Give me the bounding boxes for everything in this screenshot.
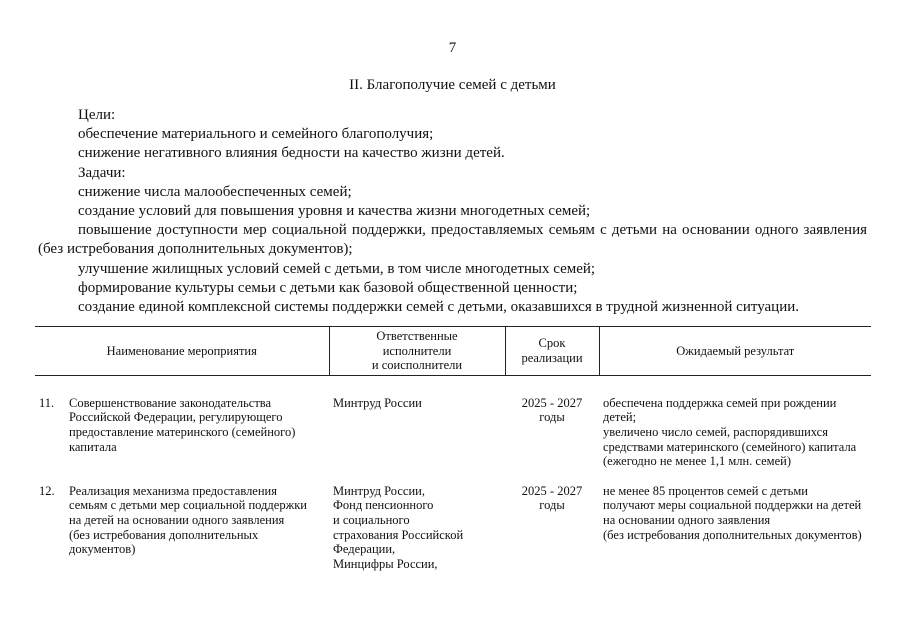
events-table (35, 326, 871, 571)
task-item: снижение числа малообеспеченных семей; (78, 183, 352, 200)
event-name: Совершенствование законодательства Российской Федерации, регулирующего предоставление материнского (семейного) капитала (69, 395, 296, 454)
task-item: формирование культуры семьи с детьми как базовой общественной ценности; (78, 279, 578, 296)
event-result: не менее 85 процентов семей с детьми получают меры социальной поддержки на детей на основании одного заявления (без истребования дополнительных документов) (603, 483, 862, 542)
event-term: 2025 - 2027 годы (521, 483, 583, 513)
event-term: 2025 - 2027 годы (521, 395, 583, 425)
goals-heading: Цели: (78, 107, 116, 123)
table-header-row (35, 327, 871, 376)
task-item: создание единой комплексной системы поддержки семей с детьми, оказавшихся в трудной жизненной ситуации. (78, 299, 799, 316)
header-executors: Ответственные исполнители и соисполнители (329, 327, 505, 376)
task-item: повышение доступности мер социальной поддержки, предоставляемых семьям с детьми на основании одного заявления (без истребования дополнительных документов); (38, 222, 867, 258)
goal-item: снижение негативного влияния бедности на качество жизни детей. (78, 145, 505, 162)
page-number: 7 (448, 40, 457, 56)
section-title: II. Благополучие семей с детьми (349, 77, 556, 93)
event-executors: Минтруд России, Фонд пенсионного и социального страхования Российской Федерации, Минцифры России, (333, 483, 464, 571)
row-number: 11. (39, 395, 55, 410)
event-executors: Минтруд России (333, 395, 422, 410)
goal-item: обеспечение материального и семейного благополучия; (78, 126, 434, 143)
goals-tasks-text (38, 106, 867, 317)
task-item: создание условий для повышения уровня и качества жизни многодетных семей; (78, 203, 591, 220)
header-name: Наименование мероприятия (35, 327, 329, 376)
table-row (35, 484, 871, 572)
task-item: улучшение жилищных условий семей с детьми, в том числе многодетных семей; (78, 260, 596, 277)
row-number: 12. (39, 483, 55, 498)
event-name: Реализация механизма предоставления семьям с детьми мер социальной поддержки на детей на основании одного заявления (без истребования дополнительных документов) (69, 483, 307, 557)
header-result: Ожидаемый результат (599, 327, 871, 376)
event-result: обеспечена поддержка семей при рождении детей; увеличено число семей, распорядившихся средствами материнского (семейного) капитала (ежегодно не менее 1,1 млн. семей) (603, 395, 857, 469)
tasks-heading: Задачи: (78, 164, 126, 181)
table-row (35, 396, 871, 469)
header-term: Срок реализации (505, 327, 599, 376)
